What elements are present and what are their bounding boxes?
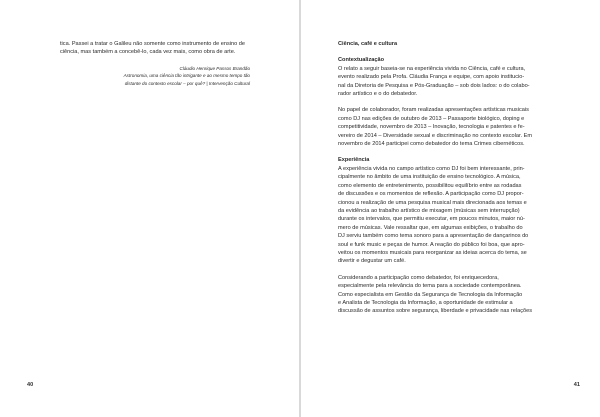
paragraph-line: nal da Diretoria de Pesquisa e Pós-Graduação – sob dois lados: o do colabo- <box>338 82 530 89</box>
paragraph-line: rador artístico e o do debatedor. <box>338 91 418 98</box>
paragraph-line: evento realizado pela Profa. Cláudia França e equipe, com apoio institucio- <box>338 74 525 81</box>
paragraph-line: de discussões e os momentos de reflexão. A participação como DJ propor- <box>338 191 524 198</box>
citation-title-line: Astronomia, uma ciência tão intrigante e ao mesmo tempo tão <box>123 73 250 79</box>
paragraph-line: novembro de 2014 participei como debatedor do tema Crimes cibernéticos. <box>338 141 525 148</box>
paragraph-line: DJ serviu também como tema sonoro para a apresentação de dançarinos do <box>338 233 529 240</box>
paragraph-line: durante os intervalos, que permitiu executar, em poucos minutos, maior nú- <box>338 216 525 223</box>
paragraph-line: especialmente pela relevância do tema para a sociedade contemporânea. <box>338 283 522 290</box>
paragraph-line: soul e funk music e peças de humor. A reação do público foi boa, que apro- <box>338 241 525 248</box>
citation-title-line: distante do contexto escolar – por quê? | Intervenção Cultural <box>124 81 250 86</box>
paragraph-line: e Analista de Tecnologia da Informação, a oportunidade de estimular a <box>338 299 513 306</box>
page-number: 40 <box>27 382 34 388</box>
paragraph-line: divertir e degustar um café. <box>338 258 406 265</box>
right-page-body <box>338 40 538 316</box>
left-page-body <box>60 40 250 88</box>
paragraph-line: vereiro de 2014 – Diversidade sexual e discriminação no contexto escolar. Em <box>338 132 533 139</box>
paragraph-line: veitou os momentos musicais para reorganizar as ideias acerca do tema, se <box>338 249 527 256</box>
citation-block <box>60 65 250 88</box>
paragraph-line: da evidência ao trabalho artístico de mixagem (músicas sem interrupção) <box>338 207 520 214</box>
paragraph-line: No papel de colaborador, foram realizadas apresentações artísticas musicais <box>338 107 529 114</box>
paragraph-line: tica. Passei a tratar o Galileu não somente como instrumento de ensino de <box>60 41 246 47</box>
section-title: Ciência, café e cultura <box>338 41 398 47</box>
paragraph-line: O relato a seguir baseia-se na experiência vivida no Ciência, café e cultura, <box>338 65 526 72</box>
right-page <box>301 0 600 417</box>
citation-author: Cláudio Henrique Passos Brandão <box>179 65 250 71</box>
paragraph-line: cipalmente no âmbito de uma instituição de ensino tecnológico. A música, <box>338 174 521 181</box>
paragraph-line: A experiência vivida no campo artístico como DJ foi bem interessante, prin- <box>338 165 525 172</box>
paragraph-line: Como especialista em Gestão da Segurança de Tecnologia da Informação <box>338 291 523 298</box>
paragraph-line: como elemento de entretenimento, possibilitou equilíbrio entre as rodadas <box>338 182 522 189</box>
subheading-context: Contextualização <box>338 57 385 64</box>
paragraph-line: ciência, mas também a concebê-lo, cada vez mais, como obra de arte. <box>60 49 236 56</box>
subheading-experience: Experiência <box>338 157 370 164</box>
left-page <box>0 0 299 417</box>
paragraph-line: Considerando a participação como debatedor, foi enriquecedora, <box>338 274 499 281</box>
paragraph-line: competitividade, novembro de 2013 – Inovação, tecnologia e patentes e fe- <box>338 124 525 131</box>
paragraph-line: como DJ nas edições de outubro de 2013 – Passaporte biológico, doping e <box>338 115 525 122</box>
paragraph-line: discussão de assuntos sobre segurança, liberdade e privacidade nas relações <box>338 308 533 315</box>
page-number: 41 <box>573 382 580 388</box>
paragraph-line: mero de músicas. Vale ressaltar que, em algumas exibições, o trabalho do <box>338 224 523 231</box>
paragraph-line: cionou a realização de uma pesquisa musical mais direcionada aos temas e <box>338 199 527 206</box>
